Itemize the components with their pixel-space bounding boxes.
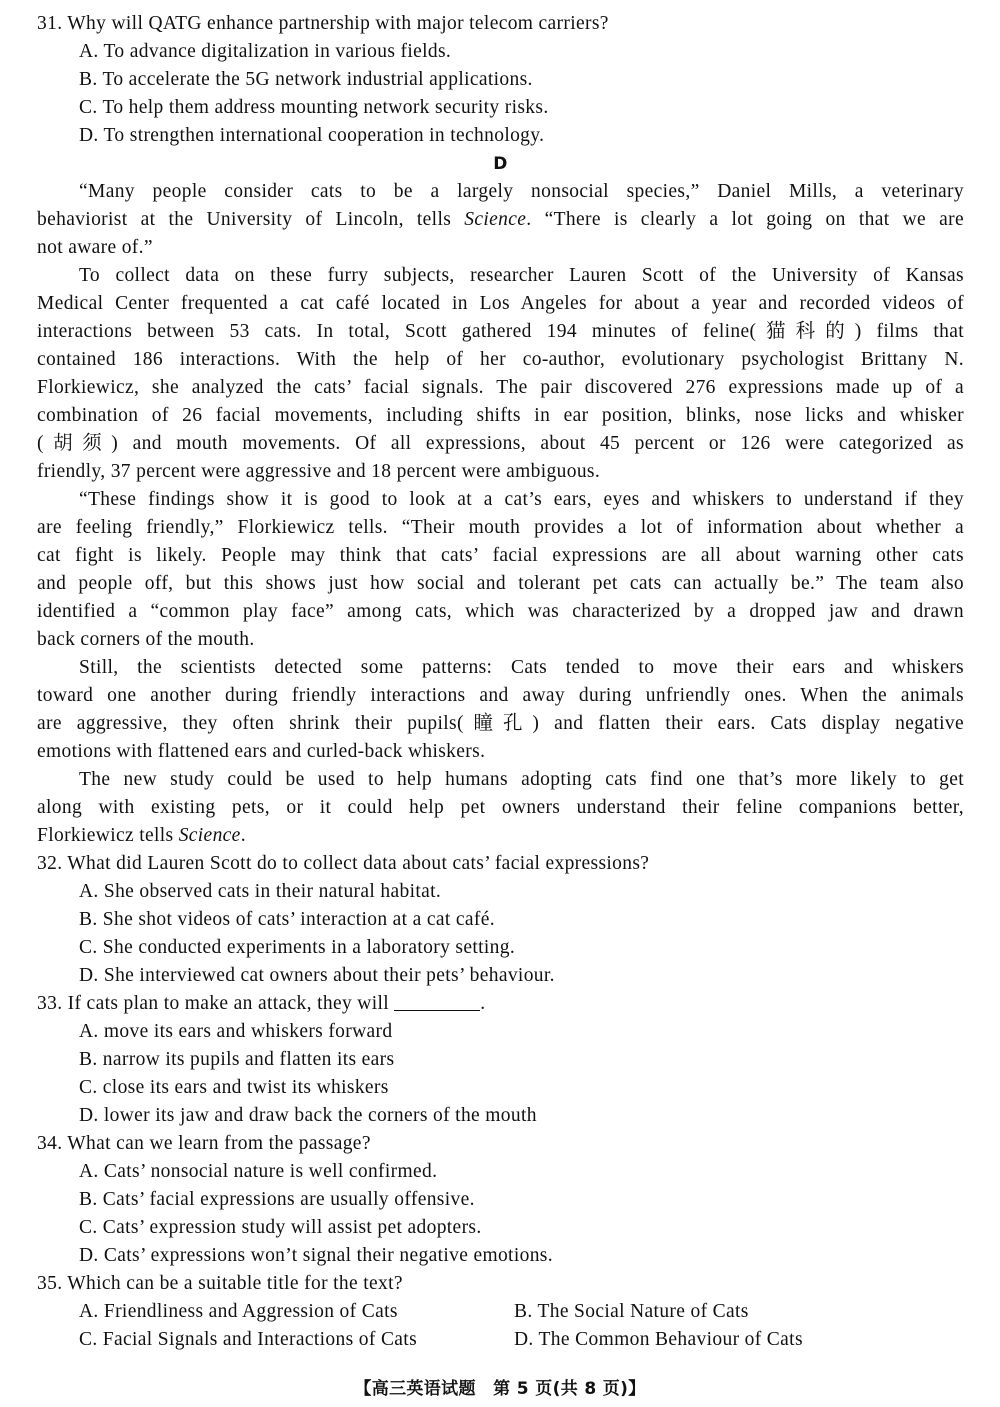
- option-c: C. Cats’ expression study will assist pet adopters.: [79, 1217, 482, 1238]
- passage-line: and people off, but this shows just how social and tolerant pet cats can actually be.” The team also: [37, 573, 964, 594]
- passage-line: (胡须) and mouth movements. Of all expressions, about 45 percent or 126 were categorized as: [37, 433, 964, 454]
- passage-line: cat fight is likely. People may think that cats’ facial expressions are all about warning other cats: [37, 545, 964, 566]
- passage-line: back corners of the mouth.: [37, 629, 255, 650]
- passage-line: along with existing pets, or it could help pet owners understand their feline companions better,: [37, 797, 964, 818]
- page-footer: 【高三英语试题 第 5 页(共 8 页)】: [354, 1379, 646, 1399]
- exam-page: [37, 10, 964, 1354]
- question-stem: 32. What did Lauren Scott do to collect data about cats’ facial expressions?: [37, 853, 650, 874]
- option-d: D. To strengthen international cooperation in technology.: [79, 125, 545, 146]
- journal-name: Science: [464, 209, 527, 230]
- question-34: [37, 1130, 964, 1270]
- passage: [37, 178, 964, 850]
- option-c: C. Facial Signals and Interactions of Cats: [79, 1329, 418, 1350]
- passage-line: friendly, 37 percent were aggressive and 18 percent were ambiguous.: [37, 461, 601, 482]
- passage-line: “These findings show it is good to look at a cat’s ears, eyes and whiskers to understand if they: [79, 489, 964, 510]
- option-b: B. To accelerate the 5G network industrial applications.: [79, 69, 533, 90]
- question-stem: 34. What can we learn from the passage?: [37, 1133, 371, 1154]
- option-row: [37, 1326, 964, 1354]
- option-d: D. Cats’ expressions won’t signal their negative emotions.: [79, 1245, 553, 1266]
- option-a: A. move its ears and whiskers forward: [79, 1021, 393, 1042]
- option-b: B. She shot videos of cats’ interaction at a cat café.: [79, 909, 495, 930]
- passage-line: behaviorist at the University of Lincoln, tells Science. “There is clearly a lot going on that we are: [37, 209, 964, 230]
- passage-line: To collect data on these furry subjects, researcher Lauren Scott of the University of Kansas: [79, 265, 964, 286]
- option-d: D. lower its jaw and draw back the corners of the mouth: [79, 1105, 537, 1126]
- option-b: B. Cats’ facial expressions are usually offensive.: [79, 1189, 475, 1210]
- passage-line: emotions with flattened ears and curled-back whiskers.: [37, 741, 486, 762]
- paragraph-1: [37, 178, 964, 262]
- question-stem: 31. Why will QATG enhance partnership with major telecom carriers?: [37, 13, 609, 34]
- option-a: A. Friendliness and Aggression of Cats: [79, 1301, 398, 1322]
- passage-line: are aggressive, they often shrink their pupils(瞳孔) and flatten their ears. Cats display negative: [37, 713, 964, 734]
- option-a: A. To advance digitalization in various fields.: [79, 41, 452, 62]
- journal-name: Science: [178, 825, 241, 846]
- option-d: D. She interviewed cat owners about their pets’ behaviour.: [79, 965, 555, 986]
- passage-line: Medical Center frequented a cat café located in Los Angeles for about a year and recorded videos of: [37, 293, 964, 314]
- passage-line: Florkiewicz, she analyzed the cats’ facial signals. The pair discovered 276 expressions made up of a: [37, 377, 964, 398]
- option-c: C. close its ears and twist its whiskers: [79, 1077, 389, 1098]
- passage-line: are feeling friendly,” Florkiewicz tells. “Their mouth provides a lot of information about whether a: [37, 517, 964, 538]
- passage-line: “Many people consider cats to be a largely nonsocial species,” Daniel Mills, a veterinary: [79, 181, 964, 202]
- question-32: [37, 850, 964, 990]
- question-31: [37, 10, 964, 150]
- option-b: B. The Social Nature of Cats: [514, 1301, 749, 1322]
- passage-line: not aware of.”: [37, 237, 153, 258]
- section-heading: D: [493, 154, 508, 174]
- option-a: A. She observed cats in their natural habitat.: [79, 881, 442, 902]
- answer-blank: [394, 992, 480, 1011]
- question-35: [37, 1270, 964, 1354]
- option-row: [37, 1298, 964, 1326]
- paragraph-3: [37, 486, 964, 654]
- passage-line: combination of 26 facial movements, including shifts in ear position, blinks, nose licks and whisker: [37, 405, 964, 426]
- question-33: [37, 990, 964, 1130]
- passage-line: contained 186 interactions. With the help of her co-author, evolutionary psychologist Brittany N.: [37, 349, 964, 370]
- paragraph-4: [37, 654, 964, 766]
- passage-line: interactions between 53 cats. In total, Scott gathered 194 minutes of feline(猫科的) films that: [37, 321, 964, 342]
- option-d: D. The Common Behaviour of Cats: [514, 1329, 803, 1350]
- paragraph-2: [37, 262, 964, 486]
- option-b: B. narrow its pupils and flatten its ears: [79, 1049, 395, 1070]
- question-stem: 35. Which can be a suitable title for the text?: [37, 1273, 403, 1294]
- passage-line: toward one another during friendly interactions and away during unfriendly ones. When the animals: [37, 685, 964, 706]
- passage-line: Florkiewicz tells Science.: [37, 825, 246, 846]
- option-a: A. Cats’ nonsocial nature is well confirmed.: [79, 1161, 438, 1182]
- option-c: C. She conducted experiments in a laboratory setting.: [79, 937, 516, 958]
- passage-line: Still, the scientists detected some patterns: Cats tended to move their ears and whiskers: [79, 657, 964, 678]
- paragraph-5: [37, 766, 964, 850]
- passage-line: identified a “common play face” among cats, which was characterized by a dropped jaw and drawn: [37, 601, 964, 622]
- question-stem: 33. If cats plan to make an attack, they will .: [37, 993, 486, 1014]
- option-c: C. To help them address mounting network security risks.: [79, 97, 549, 118]
- passage-line: The new study could be used to help humans adopting cats find one that’s more likely to get: [79, 769, 964, 790]
